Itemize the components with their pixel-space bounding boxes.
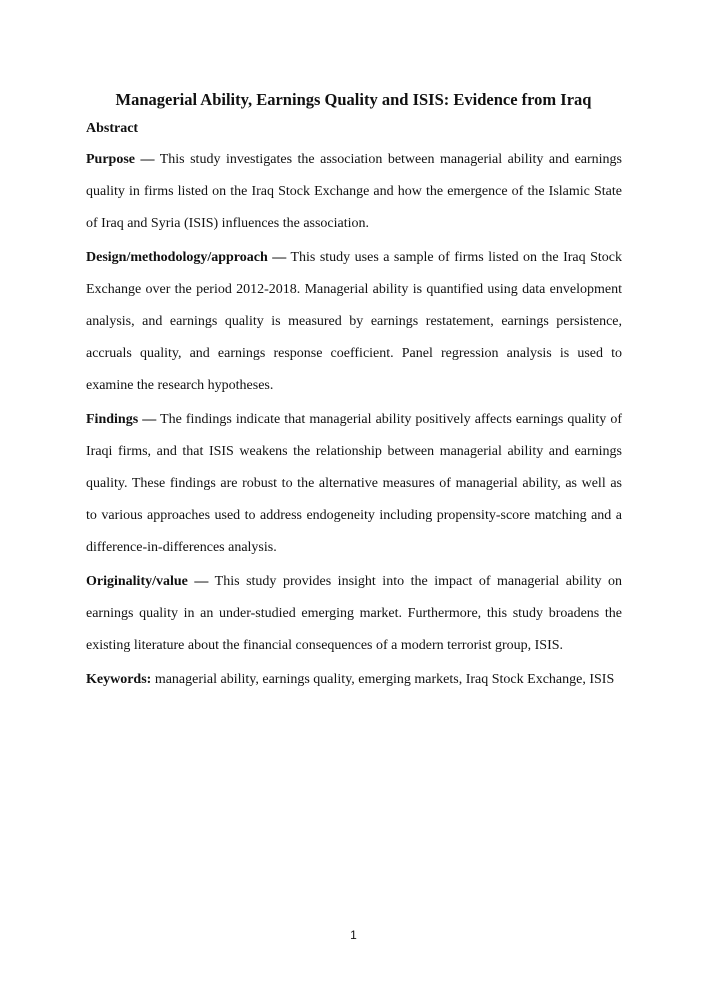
line-text: This study provides insight into the impact of managerial ability on (208, 574, 623, 589)
abstract-paragraph (86, 248, 622, 408)
page-number: 1 (350, 928, 357, 942)
line-text: examine the research hypotheses. (86, 378, 274, 393)
text-line (86, 442, 622, 474)
text-line (86, 572, 622, 604)
abstract-paragraph (86, 572, 622, 668)
line-text: quality. These findings are robust to the alternative measures of managerial ability, as well as (86, 476, 622, 491)
text-line (86, 214, 622, 246)
line-text: difference-in-differences analysis. (86, 540, 277, 555)
line-text: accruals quality, and earnings response coefficient. Panel regression analysis is used to (86, 346, 622, 361)
abstract-heading: Abstract (86, 121, 139, 136)
paragraph-lead: Purpose — (86, 152, 155, 167)
line-text: Iraqi firms, and that ISIS weakens the relationship between managerial ability and earnings (86, 444, 622, 459)
abstract-paragraph (86, 670, 622, 702)
abstract-paragraph (86, 410, 622, 570)
text-line (86, 248, 622, 280)
line-text: existing literature about the financial consequences of a modern terrorist group, ISIS. (86, 638, 564, 653)
line-text: The findings indicate that managerial ability positively affects earnings quality of (156, 412, 622, 427)
paragraph-lead: Keywords: (86, 672, 152, 687)
line-text: of Iraq and Syria (ISIS) influences the association. (86, 216, 370, 231)
text-line (86, 670, 622, 702)
line-text: This study investigates the association between managerial ability and earnings (154, 152, 623, 167)
text-line (86, 344, 622, 376)
abstract-paragraph (86, 150, 622, 246)
text-line (86, 604, 622, 636)
text-line (86, 376, 622, 408)
line-text: quality in firms listed on the Iraq Stock Exchange and how the emergence of the Islamic State (86, 184, 622, 199)
text-line (86, 538, 622, 570)
line-text: analysis, and earnings quality is measured by earnings restatement, earnings persistence, (86, 314, 622, 329)
text-line (86, 410, 622, 442)
paragraph-lead: Findings — (86, 412, 157, 427)
text-line (86, 312, 622, 344)
abstract-body (86, 150, 622, 704)
text-line (86, 280, 622, 312)
text-line (86, 182, 622, 214)
line-text: managerial ability, earnings quality, emerging markets, Iraq Stock Exchange, ISIS (151, 672, 615, 687)
text-line (86, 636, 622, 668)
text-line (86, 474, 622, 506)
line-text: earnings quality in an under-studied emerging market. Furthermore, this study broadens the (86, 606, 622, 621)
paper-title: Managerial Ability, Earnings Quality and ISIS: Evidence from Iraq (115, 90, 592, 109)
text-line (86, 150, 622, 182)
line-text: This study uses a sample of firms listed on the Iraq Stock (286, 250, 623, 265)
text-line (86, 506, 622, 538)
line-text: Exchange over the period 2012-2018. Managerial ability is quantified using data envelopment (86, 282, 622, 297)
paragraph-lead: Originality/value — (86, 574, 209, 589)
line-text: to various approaches used to address endogeneity including propensity-score matching and a (86, 508, 622, 523)
paragraph-lead: Design/methodology/approach — (86, 250, 287, 265)
